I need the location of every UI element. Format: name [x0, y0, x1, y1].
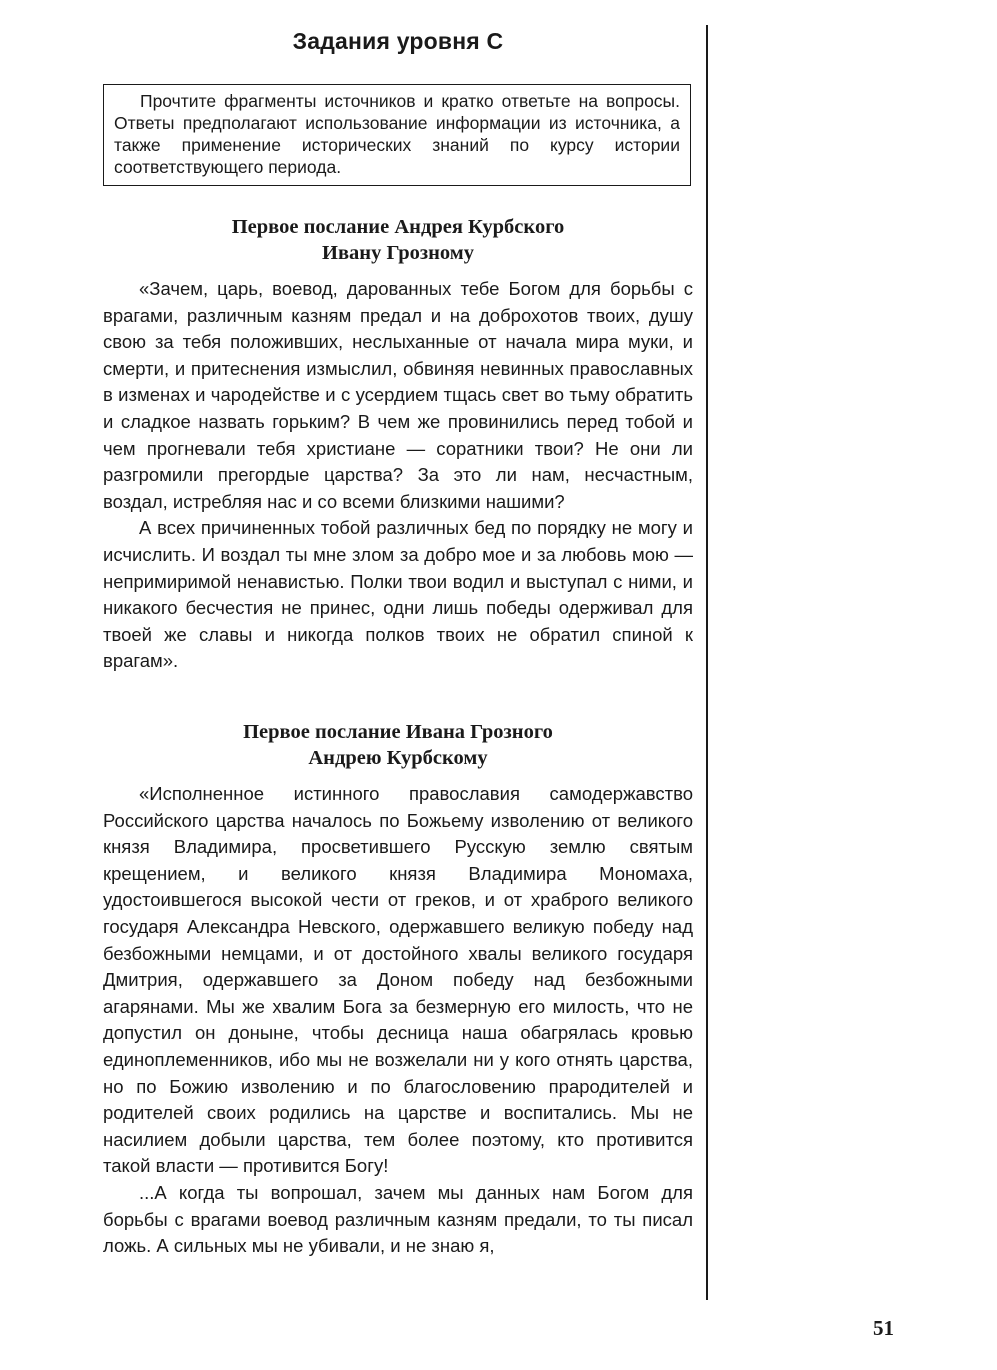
source2-paragraph: ...А когда ты вопрошал, зачем мы данных нам Богом для борьбы с врагами воевод различным казням предали, то ты писал ложь. А сильных мы не убивали, и не знаю я,	[103, 1181, 693, 1257]
source2-title-line2: Андрею Курбскому	[308, 747, 488, 769]
source1-paragraph: «Зачем, царь, воевод, дарованных тебе Богом для борьбы с врагами, различным казням предал и на доброхотов твоих, душу свою за тебя положивших, неслыханные от начала мира муки, и смерти, и притеснения измыслил, обвиняя невинных православных в изменах и чародействе и с усердием тщась свет во тьму обратить и сладкое назвать горьким? В чем же провинились перед тобой и чем прогневали тебя христиане — соратники твои? Не они ли разгромили прегордые царства? За это ли нам, несчастным, воздал, истребляя нас и со всеми близкими нашими?	[103, 278, 693, 512]
source2-title	[103, 719, 693, 771]
source1-title	[103, 214, 693, 266]
source2-title-line1: Первое послание Ивана Грозного	[243, 721, 553, 743]
source1-body	[103, 276, 693, 675]
source2-paragraph: «Исполненное истинного православия самодержавство Российского царства началось по Божьему изволению от великого князя Владимира, просветившего Русскую землю святым крещением, и великого князя Владимира Мономаха, удостоившегося высокой чести от греков, и от храброго великого государя Александра Невского, одержавшего великую победу над безбожными немцами, и от достойного хвалы великого государя Дмитрия, одержавшего за Доном победу над безбожными агарянами. Мы же хвалим Бога за безмерную его милость, что не допустил он доныне, чтобы десница наша обагрялась кровью единоплеменников, ибо мы не возжелали ни у кого отнять царства, но по Божию изволению и по благословению прародителей и родителей своих родились на царстве и воспитались. Мы не насилием добыли царства, тем более поэтому, кто противится такой власти — противится Богу!	[103, 783, 693, 1177]
column-rule	[706, 25, 708, 1300]
section-title: Задания уровня С	[292, 28, 504, 54]
page-number: 51	[873, 1316, 894, 1340]
instructions-text: Прочтите фрагменты источников и кратко ответьте на вопросы. Ответы предполагают использование информации из источника, а также применение исторических знаний по курсу истории соответствующего периода.	[114, 91, 680, 177]
source2-body	[103, 781, 693, 1260]
source1-title-line1: Первое послание Андрея Курбского	[231, 216, 565, 238]
source1-paragraph: А всех причиненных тобой различных бед по порядку не могу и исчислить. И воздал ты мне злом за добро мое и за любовь мою — непримиримой ненавистью. Полки твои водил и выступал с ними, и никакого бесчестия не принес, одни лишь победы одерживал для твоей же славы и никогда полков твоих не обратил спиной к врагам».	[103, 517, 693, 672]
instructions-box	[103, 84, 691, 186]
source1-title-line2: Ивану Грозному	[322, 242, 474, 264]
